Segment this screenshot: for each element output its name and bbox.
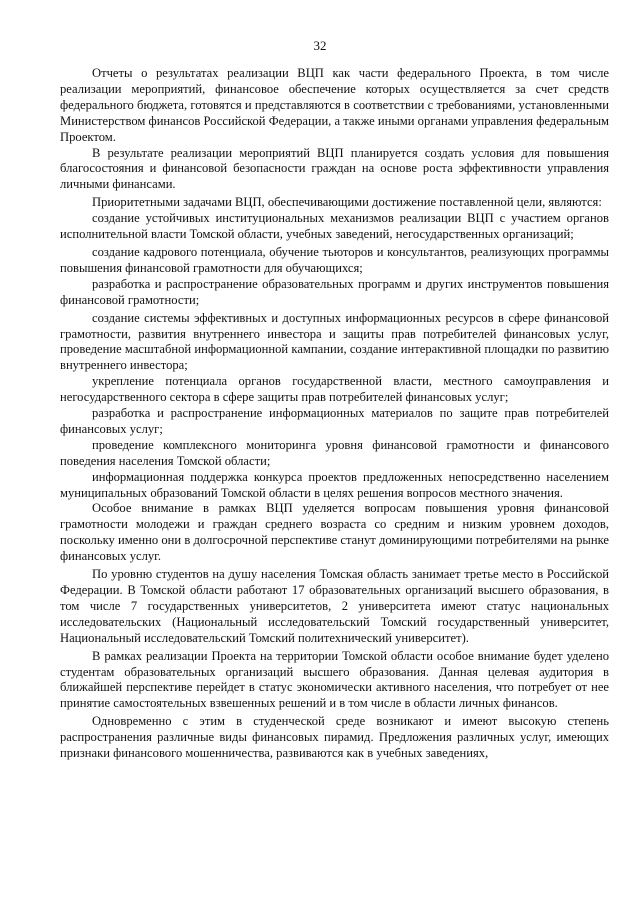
paragraph: В результате реализации мероприятий ВЦП планируется создать условия для повышения благосостояния и финансовой безопасности граждан на основе роста эффективности управления личными финансами. <box>60 145 609 192</box>
list-item: разработка и распространение образовательных программ и других инструментов повышения финансовой грамотности; <box>60 276 609 307</box>
list-item: создание устойчивых институциональных механизмов реализации ВЦП с участием органов исполнительной власти Томской области, учебных заведений, негосударственных организаций; <box>60 211 609 242</box>
list-item: создание системы эффективных и доступных информационных ресурсов в сфере финансовой грамотности, развития внутреннего инвестора и защиты прав потребителей финансовых услуг, проведение масштабной информационной кампании, создание интерактивной площадки по развитию внутреннего инвестора; <box>60 310 609 373</box>
list-item: информационная поддержка конкурса проектов предложенных непосредственно населением муниципальных образований Томской области в целях решения вопросов местного значения. <box>60 469 609 500</box>
list-item: создание кадрового потенциала, обучение тьюторов и консультантов, реализующих программы повышения финансовой грамотности для обучающихся; <box>60 244 609 275</box>
paragraph: Отчеты о результатах реализации ВЦП как части федерального Проекта, в том числе реализации мероприятий, финансовое обеспечение которых осуществляется за счет средств федерального бюджета, готовятся и представляются в соответствии с требованиями, установленными Министерством финансов Российской Федерации, а также иными органами управления федеральным Проектом. <box>60 66 609 144</box>
paragraph: По уровню студентов на душу населения Томская область занимает третье место в Российской Федерации. В Томской области работают 17 образовательных организаций высшего образования, в том числе 7 государственных университетов, 2 университета имеют статус национальных исследовательских (Национальный исследовательский Томский государственный университет, Национальный исследовательский Томский политехнический университет). <box>60 567 609 645</box>
page-number: 32 <box>313 38 327 53</box>
list-item: проведение комплексного мониторинга уровня финансовой грамотности и финансового поведения населения Томской области; <box>60 437 609 468</box>
paragraph: Особое внимание в рамках ВЦП уделяется вопросам повышения уровня финансовой грамотности молодежи и граждан среднего возраста со средним и низким уровнем доходов, поскольку именно они в долгосрочной перспективе станут доминирующими потребителями на рынке финансовых услуг. <box>60 501 609 564</box>
paragraph: Приоритетными задачами ВЦП, обеспечивающими достижение поставленной цели, являются: <box>92 195 602 210</box>
list-item: разработка и распространение информационных материалов по защите прав потребителей финансовых услуг; <box>60 406 609 436</box>
paragraph: В рамках реализации Проекта на территории Томской области особое внимание будет уделено студентам образовательных организаций высшего образования. Данная целевая аудитория в ближайшей перспективе перейдет в статус экономически активного населения, что потребует от нее принятие самостоятельных взвешенных решений и в том числе в области личных финансов. <box>60 648 609 711</box>
list-item: укрепление потенциала органов государственной власти, местного самоуправления и негосударственного сектора в сфере защиты прав потребителей финансовых услуг; <box>60 374 609 405</box>
paragraph: Одновременно с этим в студенческой среде возникают и имеют высокую степень распространения различные виды финансовых пирамид. Предложения различных услуг, имеющих признаки финансового мошенничества, развиваются как в учебных заведениях, <box>60 714 609 761</box>
document-body <box>60 66 609 762</box>
